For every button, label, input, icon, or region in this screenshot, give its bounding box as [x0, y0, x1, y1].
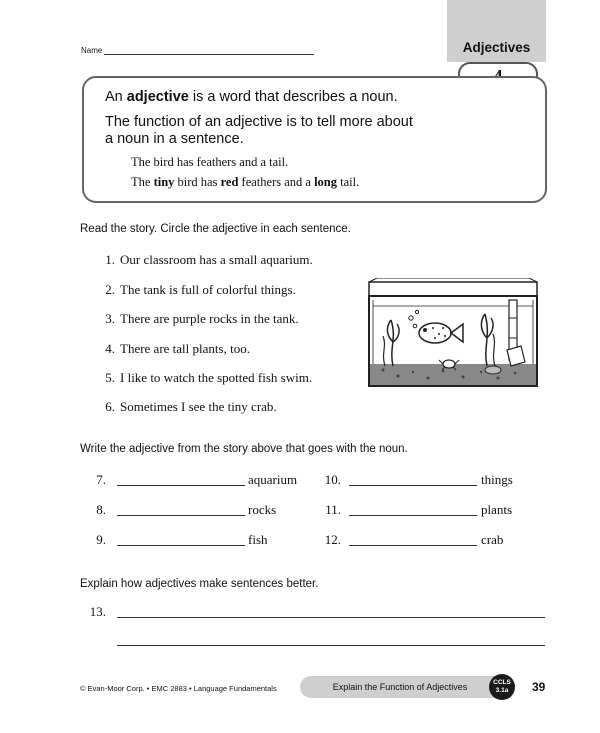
story-sentence[interactable]: 4. There are tall plants, too. [105, 341, 250, 356]
skill-label: Explain the Function of Adjectives [332, 682, 468, 692]
answer-blank[interactable] [117, 545, 245, 546]
story-sentence[interactable]: 3. There are purple rocks in the tank. [105, 311, 299, 326]
answer-line-1[interactable] [117, 617, 545, 618]
example-sentence-1: The bird has feathers and a tail. [131, 155, 289, 169]
name-label: Name [81, 46, 103, 55]
part1-instruction: Read the story. Circle the adjective in each sentence. [80, 223, 351, 235]
part3-instruction: Explain how adjectives make sentences better. [80, 578, 319, 590]
name-line[interactable] [104, 54, 314, 55]
example-sentence-2: The tiny bird has red feathers and a long tail. [131, 175, 360, 189]
answer-blank[interactable] [117, 515, 245, 516]
answer-blank[interactable] [349, 515, 477, 516]
part2-instruction: Write the adjective from the story above that goes with the noun. [80, 443, 408, 455]
answer-blank[interactable] [349, 545, 477, 546]
answer-blank[interactable] [117, 485, 245, 486]
copyright: © Evan-Moor Corp. • EMC 2883 • Language Fundamentals [80, 684, 277, 693]
definition-line2: The function of an adjective is to tell more about a noun in a sentence. [105, 114, 413, 147]
answer-blank[interactable] [349, 485, 477, 486]
story-sentence[interactable]: 5. I like to watch the spotted fish swim. [105, 370, 313, 385]
section-title: Adjectives [462, 40, 531, 55]
answer-line-2[interactable] [117, 645, 545, 646]
page-number: 39 [532, 680, 546, 694]
definition-line1: An adjective is a word that describes a noun. [105, 89, 398, 105]
story-sentence[interactable]: 1. Our classroom has a small aquarium. [105, 252, 313, 267]
ccls-badge: CCLS 3.1a [489, 674, 515, 700]
aquarium-illustration [363, 278, 543, 390]
story-sentence[interactable]: 6. Sometimes I see the tiny crab. [105, 399, 277, 414]
story-sentence[interactable]: 2. The tank is full of colorful things. [105, 282, 296, 297]
